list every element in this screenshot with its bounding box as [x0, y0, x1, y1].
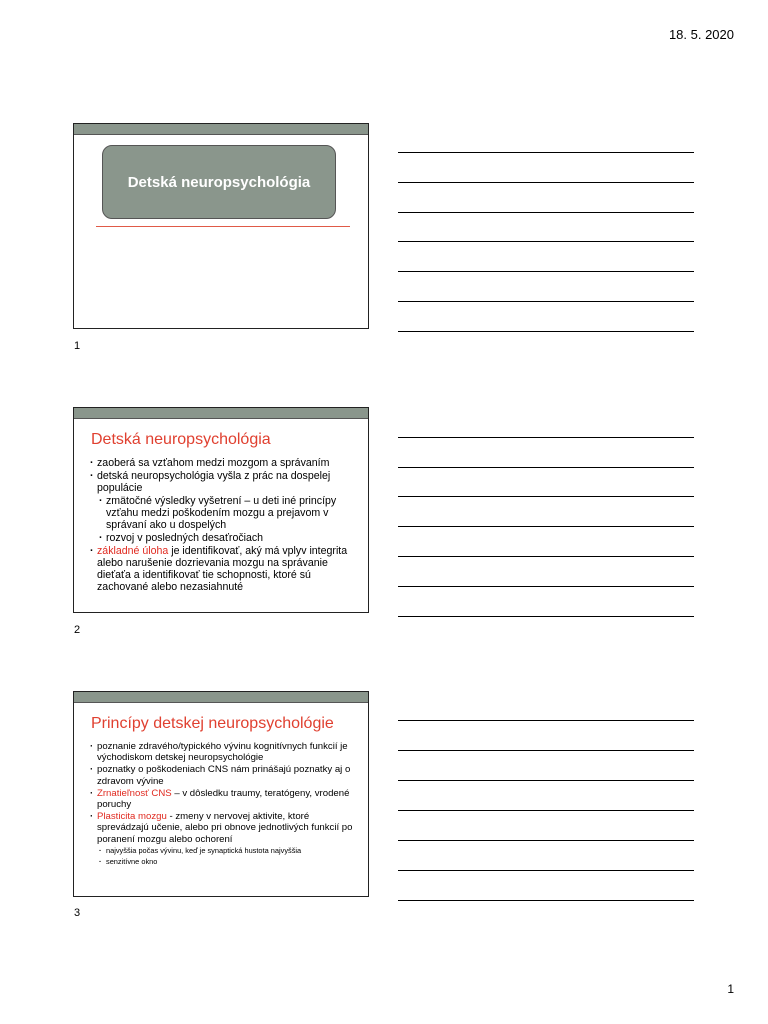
- title-divider: [96, 226, 350, 227]
- bullet: · zaoberá sa vzťahom medzi mozgom a správaním: [91, 457, 354, 469]
- page-number: 1: [727, 982, 734, 996]
- bullet: [91, 545, 354, 593]
- slide-2: [73, 407, 369, 613]
- slide-header-bar: [74, 692, 368, 703]
- bullet: · detská neuropsychológia vyšla z prác na dospelej populácie: [91, 470, 354, 494]
- highlight-text: základné úloha: [97, 545, 169, 557]
- bullet: [91, 788, 354, 810]
- slide-3: [73, 691, 369, 897]
- sub-bullet: · najvyššia počas vývinu, keď je synaptická hustota najvyššia: [100, 846, 354, 856]
- slide-2-bullets: [74, 457, 368, 593]
- slide-1: [73, 123, 369, 329]
- slide-1-title-box: [102, 145, 336, 219]
- slide-3-number: 3: [74, 907, 81, 919]
- bullet-text: je identifikovať, aký má vplyv integrita alebo narušenie dozrievania mozgu na správanie dieťaťa a identifikovať tie schopnosti, ktoré sú zachované alebo nezasiahnuté: [97, 545, 348, 593]
- bullet: [91, 811, 354, 845]
- page-date: 18. 5. 2020: [668, 27, 734, 42]
- slide-header-bar: [74, 408, 368, 419]
- bullet-text: - zmeny v nervovej aktivite, ktoré sprevádzajú učenie, alebo pri obnove jednotlivých funkcií po poranení mozgu alebo ochorení: [97, 811, 353, 845]
- highlight-text: Zrnatieľnosť CNS: [97, 787, 172, 799]
- slide-3-bullets: [74, 741, 368, 867]
- sub-bullet: · rozvoj v posledných desaťročiach: [100, 532, 354, 544]
- sub-bullet: · zmätočné výsledky vyšetrení – u deti iné princípy vzťahu medzi poškodením mozgu a prejavom v správaní ako u dospelých: [100, 495, 354, 531]
- slide-1-number: 1: [74, 340, 81, 352]
- slide-2-number: 2: [74, 624, 81, 636]
- slide-header-bar: [74, 124, 368, 135]
- bullet: · poznatky o poškodeniach CNS nám prinášajú poznatky aj o zdravom vývine: [91, 764, 354, 786]
- slide-2-title: Detská neuropsychológia: [91, 431, 271, 448]
- slide-1-title: Detská neuropsychológia: [127, 173, 311, 191]
- sub-bullet: · senzitívne okno: [100, 857, 354, 867]
- bullet: · poznanie zdravého/typického vývinu kognitívnych funkcií je východiskom detskej neuropsychológie: [91, 741, 354, 763]
- slide-3-title: Princípy detskej neuropsychológie: [91, 715, 334, 732]
- bullet-text: – v dôsledku traumy, teratógeny, vrodené poruchy: [97, 787, 350, 811]
- highlight-text: Plasticita mozgu: [97, 811, 167, 823]
